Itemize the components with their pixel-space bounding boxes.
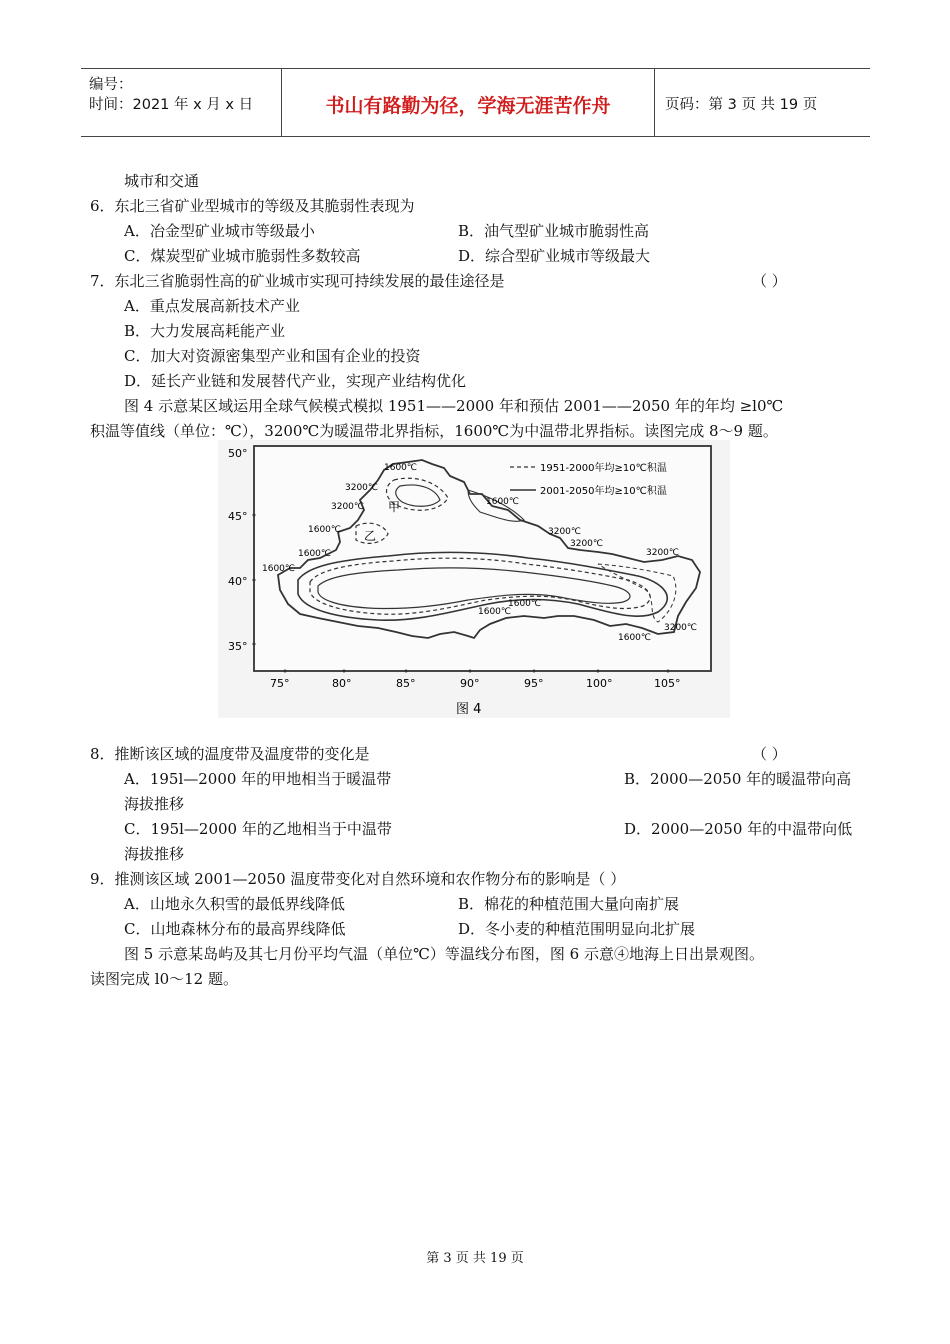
isotherm-label: 3200℃ bbox=[570, 539, 604, 549]
question-9: 9．推测该区域 2001—2050 温度带变化对自然环境和农作物分布的影响是（ ） bbox=[90, 870, 626, 888]
header-motto-cell bbox=[282, 69, 655, 136]
isotherm-label: 3200℃ bbox=[331, 502, 365, 512]
lon-label: 80° bbox=[332, 677, 352, 690]
isotherm-label: 1600℃ bbox=[384, 463, 418, 473]
header-page-cell bbox=[655, 69, 870, 136]
page-footer: 第 3 页 共 19 页 bbox=[426, 1251, 524, 1266]
page-header bbox=[81, 68, 870, 137]
lon-label: 95° bbox=[524, 677, 544, 690]
isotherm-label: 3200℃ bbox=[548, 527, 582, 537]
option-9b: B．棉花的种植范围大量向南扩展 bbox=[458, 895, 680, 913]
option-8a: A．195l—2000 年的甲地相当于暖温带 bbox=[124, 770, 392, 788]
date-line: 时间：2021 年 x 月 x 日 bbox=[89, 97, 254, 113]
option-8c: C．195l—2000 年的乙地相当于中温带 bbox=[124, 820, 392, 838]
option-7d: D．延长产业链和发展替代产业，实现产业结构优化 bbox=[124, 372, 467, 390]
lat-label: 40° bbox=[228, 575, 248, 588]
isotherm-label: 1600℃ bbox=[618, 633, 652, 643]
figure-intro-cont: 积温等值线（单位：℃），3200℃为暖温带北界指标，1600℃为中温带北界指标。读图完成 8～9 题。 bbox=[90, 422, 778, 440]
header-meta-cell bbox=[81, 69, 282, 136]
question-7: 7．东北三省脆弱性高的矿业城市实现可持续发展的最佳途径是 bbox=[90, 272, 505, 290]
answer-paren: （ ） bbox=[752, 272, 787, 290]
isotherm-label: 1600℃ bbox=[308, 525, 342, 535]
place-yi: 乙 bbox=[364, 529, 377, 543]
legend-solid-label: 2001-2050年均≥10℃积温 bbox=[540, 486, 667, 497]
lon-label: 105° bbox=[654, 677, 681, 690]
option-9c: C．山地森林分布的最高界线降低 bbox=[124, 920, 346, 938]
lon-label: 100° bbox=[586, 677, 613, 690]
option-6d: D．综合型矿业城市等级最大 bbox=[458, 247, 651, 265]
place-jia: 甲 bbox=[388, 500, 401, 514]
lon-label: 75° bbox=[270, 677, 290, 690]
lat-label: 45° bbox=[228, 510, 248, 523]
option-6c: C．煤炭型矿业城市脆弱性多数较高 bbox=[124, 247, 361, 265]
lat-label: 35° bbox=[228, 640, 248, 653]
text-line: 城市和交通 bbox=[124, 172, 200, 190]
option-6a: A．冶金型矿业城市等级最小 bbox=[124, 222, 315, 240]
motto: 书山有路勤为径，学海无涯苦作舟 bbox=[325, 95, 611, 117]
page-info: 页码：第 3 页 共 19 页 bbox=[665, 97, 818, 113]
option-9a: A．山地永久积雪的最低界线降低 bbox=[124, 895, 345, 913]
figure-intro-cont: 读图完成 l0～12 题。 bbox=[90, 970, 238, 988]
figure-caption: 图 4 bbox=[456, 702, 482, 717]
isotherm-label: 1600℃ bbox=[486, 497, 520, 507]
question-6: 6．东北三省矿业型城市的等级及其脆弱性表现为 bbox=[90, 197, 415, 215]
figure-4-isotherm-map bbox=[218, 440, 730, 718]
option-8b: B．2000—2050 年的暖温带向高 bbox=[624, 770, 852, 788]
option-6b: B．油气型矿业城市脆弱性高 bbox=[458, 222, 650, 240]
figure-intro: 图 4 示意某区域运用全球气候模式模拟 1951——2000 年和预估 2001——2050 年的年均 ≥l0℃ bbox=[124, 397, 784, 415]
isotherm-label: 1600℃ bbox=[298, 549, 332, 559]
number-label: 编号： bbox=[89, 77, 133, 93]
lon-label: 90° bbox=[460, 677, 480, 690]
legend-dashed-label: 1951-2000年均≥10℃积温 bbox=[540, 463, 667, 474]
option-8b-cont: 海拔推移 bbox=[124, 795, 185, 813]
option-7b: B．大力发展高耗能产业 bbox=[124, 322, 286, 340]
option-7a: A．重点发展高新技术产业 bbox=[124, 297, 300, 315]
isotherm-label: 3200℃ bbox=[646, 548, 680, 558]
option-7c: C．加大对资源密集型产业和国有企业的投资 bbox=[124, 347, 421, 365]
isotherm-label: 1600℃ bbox=[262, 564, 296, 574]
figure-intro: 图 5 示意某岛屿及其七月份平均气温（单位℃）等温线分布图，图 6 示意④地海上日出景观图。 bbox=[124, 945, 764, 963]
option-8d: D．2000—2050 年的中温带向低 bbox=[624, 820, 853, 838]
lat-label: 50° bbox=[228, 447, 248, 460]
option-9d: D．冬小麦的种植范围明显向北扩展 bbox=[458, 920, 696, 938]
isotherm-label: 3200℃ bbox=[664, 623, 698, 633]
option-8d-cont: 海拔推移 bbox=[124, 845, 185, 863]
isotherm-label: 1600℃ bbox=[508, 599, 542, 609]
answer-paren: （ ） bbox=[752, 745, 787, 763]
lon-label: 85° bbox=[396, 677, 416, 690]
isotherm-label: 1600℃ bbox=[478, 607, 512, 617]
isotherm-label: 3200℃ bbox=[345, 483, 379, 493]
question-8: 8．推断该区域的温度带及温度带的变化是 bbox=[90, 745, 370, 763]
